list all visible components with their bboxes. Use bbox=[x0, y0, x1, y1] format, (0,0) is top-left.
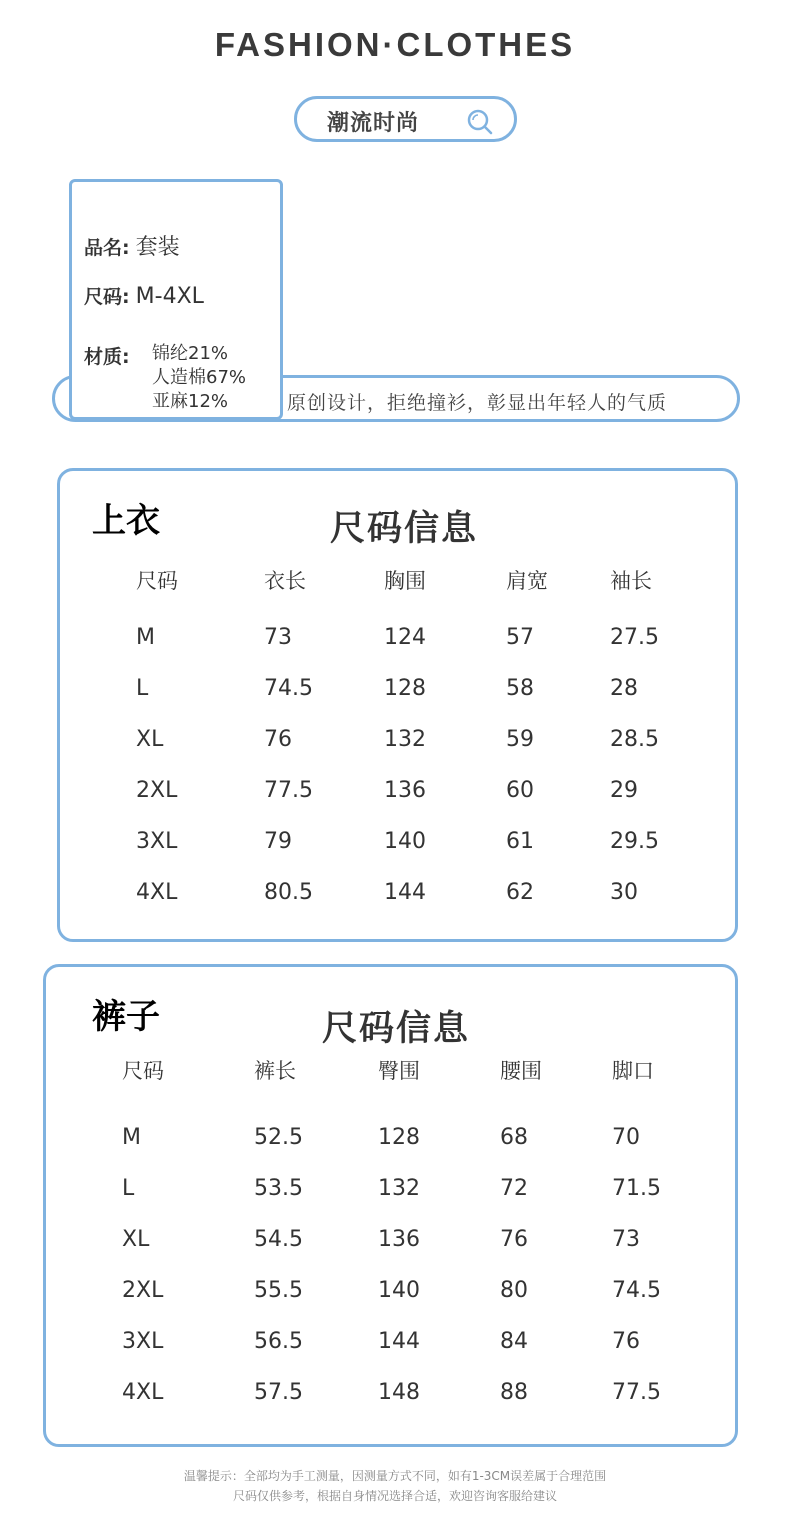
measurement-cell: 54.5 bbox=[254, 1227, 303, 1252]
column-header: 袖长 bbox=[610, 569, 652, 593]
footnote-line: 温馨提示：全部均为手工测量，因测量方式不同，如有1-3CM误差属于合理范围 bbox=[183, 1469, 607, 1483]
measurement-cell: 68 bbox=[500, 1125, 528, 1150]
column-header: 脚口 bbox=[612, 1059, 654, 1083]
size-label-cell: L bbox=[136, 676, 149, 701]
search-pill[interactable] bbox=[294, 96, 517, 142]
column-header: 臀围 bbox=[378, 1059, 420, 1083]
measurement-cell: 148 bbox=[378, 1380, 420, 1405]
top-panel-tag: 上衣 bbox=[92, 501, 160, 541]
measurement-cell: 57.5 bbox=[254, 1380, 303, 1405]
size-range-value: M-4XL bbox=[135, 284, 204, 309]
measurement-cell: 140 bbox=[384, 829, 426, 854]
measurement-cell: 76 bbox=[500, 1227, 528, 1252]
product-name-key: 品名: bbox=[84, 237, 130, 259]
size-range-row bbox=[84, 282, 204, 309]
measurement-cell: 80.5 bbox=[264, 880, 313, 905]
material-key-label: 材质: bbox=[84, 346, 130, 368]
size-label-cell: 2XL bbox=[122, 1278, 164, 1303]
measurement-cell: 136 bbox=[378, 1227, 420, 1252]
size-label-cell: 3XL bbox=[122, 1329, 164, 1354]
measurement-cell: 62 bbox=[506, 880, 534, 905]
measurement-cell: 77.5 bbox=[612, 1380, 661, 1405]
measurement-cell: 58 bbox=[506, 676, 534, 701]
measurement-cell: 80 bbox=[500, 1278, 528, 1303]
size-label-cell: 2XL bbox=[136, 778, 178, 803]
measurement-cell: 132 bbox=[384, 727, 426, 752]
product-info-card bbox=[69, 179, 283, 420]
size-label-cell: L bbox=[122, 1176, 135, 1201]
material-item: 人造棉67% bbox=[152, 367, 247, 388]
measurement-cell: 72 bbox=[500, 1176, 528, 1201]
measurement-cell: 79 bbox=[264, 829, 292, 854]
measurement-cell: 77.5 bbox=[264, 778, 313, 803]
column-header: 衣长 bbox=[264, 569, 306, 593]
measurement-cell: 74.5 bbox=[612, 1278, 661, 1303]
measurement-cell: 73 bbox=[612, 1227, 640, 1252]
measurement-cell: 30 bbox=[610, 880, 638, 905]
column-header: 胸围 bbox=[384, 569, 426, 593]
material-item: 锦纶21% bbox=[152, 343, 229, 364]
search-icon bbox=[465, 107, 495, 137]
measurement-cell: 55.5 bbox=[254, 1278, 303, 1303]
size-label-cell: 4XL bbox=[136, 880, 178, 905]
measurement-cell: 53.5 bbox=[254, 1176, 303, 1201]
column-header: 肩宽 bbox=[506, 569, 548, 593]
material-item: 亚麻12% bbox=[152, 391, 229, 412]
measurement-cell: 84 bbox=[500, 1329, 528, 1354]
size-range-key: 尺码: bbox=[84, 286, 130, 308]
measurement-cell: 136 bbox=[384, 778, 426, 803]
size-label-cell: XL bbox=[136, 727, 164, 752]
size-label-cell: 3XL bbox=[136, 829, 178, 854]
measurement-cell: 61 bbox=[506, 829, 534, 854]
measurement-cell: 28 bbox=[610, 676, 638, 701]
top-size-panel bbox=[57, 468, 738, 942]
bottom-size-panel bbox=[43, 964, 738, 1447]
measurement-cell: 27.5 bbox=[610, 625, 659, 650]
measurement-cell: 76 bbox=[264, 727, 292, 752]
measurement-cell: 132 bbox=[378, 1176, 420, 1201]
measurement-cell: 52.5 bbox=[254, 1125, 303, 1150]
slogan-text: 原创设计，拒绝撞衫，彰显出年轻人的气质 bbox=[287, 392, 668, 414]
footnote bbox=[0, 1466, 790, 1506]
column-header: 尺码 bbox=[136, 569, 178, 593]
measurement-cell: 140 bbox=[378, 1278, 420, 1303]
product-name-row bbox=[84, 230, 180, 261]
measurement-cell: 128 bbox=[378, 1125, 420, 1150]
bottom-panel-tag: 裤子 bbox=[92, 997, 160, 1037]
measurement-cell: 144 bbox=[384, 880, 426, 905]
measurement-cell: 124 bbox=[384, 625, 426, 650]
top-panel-title: 尺码信息 bbox=[330, 509, 479, 549]
measurement-cell: 88 bbox=[500, 1380, 528, 1405]
column-header: 尺码 bbox=[122, 1059, 164, 1083]
measurement-cell: 70 bbox=[612, 1125, 640, 1150]
material-list bbox=[152, 342, 246, 414]
material-key bbox=[84, 342, 130, 369]
measurement-cell: 74.5 bbox=[264, 676, 313, 701]
size-label-cell: 4XL bbox=[122, 1380, 164, 1405]
measurement-cell: 29 bbox=[610, 778, 638, 803]
measurement-cell: 59 bbox=[506, 727, 534, 752]
size-label-cell: XL bbox=[122, 1227, 150, 1252]
search-label: 潮流时尚 bbox=[327, 111, 420, 136]
measurement-cell: 60 bbox=[506, 778, 534, 803]
size-label-cell: M bbox=[136, 625, 155, 650]
measurement-cell: 29.5 bbox=[610, 829, 659, 854]
measurement-cell: 71.5 bbox=[612, 1176, 661, 1201]
size-label-cell: M bbox=[122, 1125, 141, 1150]
column-header: 裤长 bbox=[254, 1059, 296, 1083]
measurement-cell: 56.5 bbox=[254, 1329, 303, 1354]
bottom-panel-title: 尺码信息 bbox=[322, 1009, 471, 1049]
column-header: 腰围 bbox=[500, 1059, 542, 1083]
measurement-cell: 144 bbox=[378, 1329, 420, 1354]
product-name-value: 套装 bbox=[135, 235, 180, 260]
brand-title: FASHION·CLOTHES bbox=[214, 26, 576, 63]
footnote-line: 尺码仅供参考，根据自身情况选择合适，欢迎咨询客服给建议 bbox=[232, 1489, 557, 1503]
measurement-cell: 128 bbox=[384, 676, 426, 701]
measurement-cell: 73 bbox=[264, 625, 292, 650]
measurement-cell: 28.5 bbox=[610, 727, 659, 752]
measurement-cell: 57 bbox=[506, 625, 534, 650]
measurement-cell: 76 bbox=[612, 1329, 640, 1354]
